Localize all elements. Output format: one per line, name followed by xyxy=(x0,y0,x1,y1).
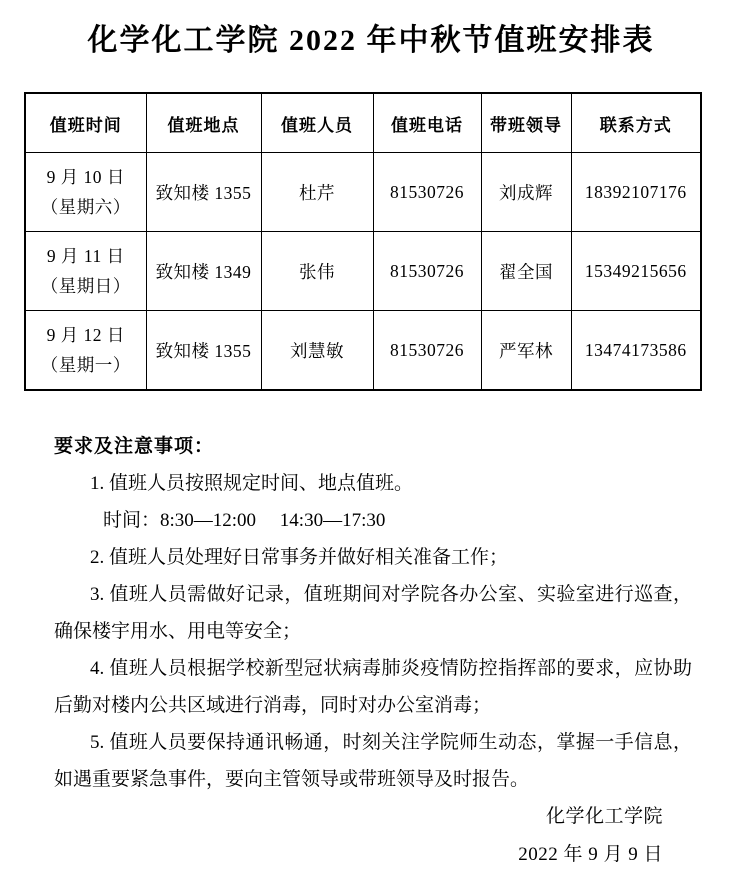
cell-duty-location: 致知楼 1349 xyxy=(146,232,261,311)
note-item-1: 1. 值班人员按照规定时间、地点值班。 xyxy=(90,473,414,494)
cell-contact: 18392107176 xyxy=(571,153,701,232)
note-item-1-time: 时间：8:30—12:00 14:30—17:30 xyxy=(103,510,386,531)
cell-duty-leader: 刘成辉 xyxy=(481,153,571,232)
table-row xyxy=(25,153,701,232)
cell-duty-phone: 81530726 xyxy=(373,153,481,232)
table-header-row xyxy=(25,93,701,153)
signature-date: 2022 年 9 月 9 日 xyxy=(518,844,663,865)
cell-duty-phone: 81530726 xyxy=(373,311,481,391)
cell-duty-location: 致知楼 1355 xyxy=(146,311,261,391)
cell-duty-person: 杜芹 xyxy=(261,153,373,232)
duty-date: 9 月 11 日 xyxy=(46,246,125,266)
page-title: 化学化工学院 2022 年中秋节值班安排表 xyxy=(87,24,655,57)
duty-schedule-table xyxy=(24,92,702,391)
duty-weekday: （星期一） xyxy=(40,355,131,375)
note-item-5: 5. 值班人员要保持通讯畅通，时刻关注学院师生动态，掌握一手信息，如遇重要紧急事件，要向主管领导或带班领导及时报告。 xyxy=(54,732,692,790)
notes-heading: 要求及注意事项： xyxy=(54,436,215,457)
signature-org: 化学化工学院 xyxy=(545,806,663,827)
note-item-4: 4. 值班人员根据学校新型冠状病毒肺炎疫情防控指挥部的要求，应协助后勤对楼内公共区域进行消毒，同时对办公室消毒； xyxy=(54,658,692,716)
duty-weekday: （星期六） xyxy=(40,197,131,217)
header-duty-location: 值班地点 xyxy=(146,93,261,153)
cell-duty-person: 刘慧敏 xyxy=(261,311,373,391)
cell-duty-leader: 翟全国 xyxy=(481,232,571,311)
duty-date: 9 月 10 日 xyxy=(46,167,125,187)
cell-duty-leader: 严军林 xyxy=(481,311,571,391)
header-duty-time: 值班时间 xyxy=(25,93,146,153)
cell-duty-time xyxy=(25,153,146,232)
cell-contact: 15349215656 xyxy=(571,232,701,311)
cell-duty-time xyxy=(25,311,146,391)
signature-block xyxy=(0,798,663,874)
cell-contact: 13474173586 xyxy=(571,311,701,391)
note-item-3: 3. 值班人员需做好记录，值班期间对学院各办公室、实验室进行巡查，确保楼宇用水、用电等安全； xyxy=(54,584,692,642)
note-item-2: 2. 值班人员处理好日常事务并做好相关准备工作； xyxy=(90,547,509,568)
cell-duty-location: 致知楼 1355 xyxy=(146,153,261,232)
header-duty-leader: 带班领导 xyxy=(481,93,571,153)
header-contact: 联系方式 xyxy=(571,93,701,153)
table-row xyxy=(25,232,701,311)
cell-duty-time xyxy=(25,232,146,311)
duty-weekday: （星期日） xyxy=(40,276,131,296)
duty-date: 9 月 12 日 xyxy=(46,325,125,345)
table-row xyxy=(25,311,701,391)
cell-duty-phone: 81530726 xyxy=(373,232,481,311)
header-duty-person: 值班人员 xyxy=(261,93,373,153)
header-duty-phone: 值班电话 xyxy=(373,93,481,153)
cell-duty-person: 张伟 xyxy=(261,232,373,311)
notes-section xyxy=(54,428,692,798)
